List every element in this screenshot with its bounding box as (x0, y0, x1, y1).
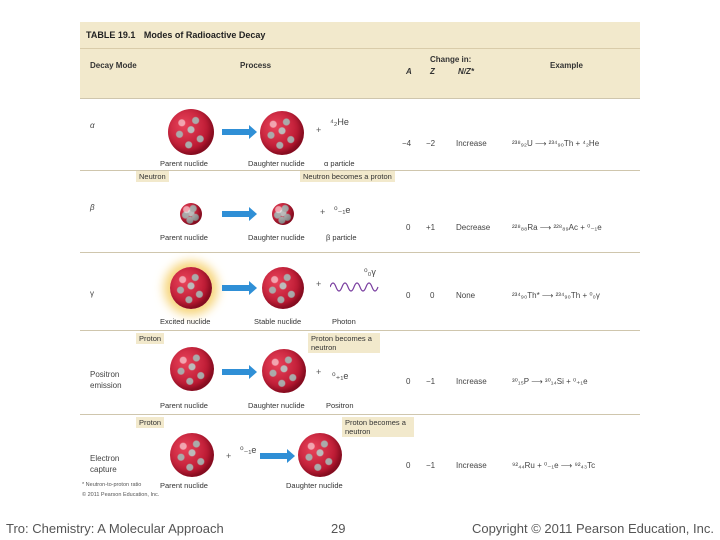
decay-arrow (222, 369, 250, 375)
table-header (80, 48, 640, 99)
table-row: γ + ⁰₀γ Excited nuclide Stable nuclide Photon 0 0 None ²³⁴₉₀Th* ⟶ ²³⁴₉₀Th + ⁰₀γ (80, 252, 640, 331)
change-z: −1 (426, 377, 436, 386)
header-change-in: Change in: (430, 55, 472, 64)
change-z: +1 (426, 223, 436, 232)
label-proton: Proton (136, 417, 164, 428)
header-process: Process (240, 61, 272, 70)
example-equation: ²³⁴₉₀Th* ⟶ ²³⁴₉₀Th + ⁰₀γ (512, 291, 600, 300)
example-equation: ²³⁸₉₂U ⟶ ²³⁴₉₀Th + ⁴₂He (512, 139, 600, 148)
table-row: Electron capture Proton Proton becomes a neutron + ⁰₋₁e Parent nuclide Daughter nuclide 0 −1 Increase ⁹²₄₄Ru + ⁰₋₁e ⟶ ⁹²₄₃Tc (80, 414, 640, 495)
table-row: Positron emission Proton Proton becomes a neutron + ⁰₊₁e Parent nuclide Daughter nuclide Positron 0 −1 Increase ³⁰₁₅P ⟶ ³⁰₁₄Si + ⁰₊₁e (80, 330, 640, 415)
label-proton-becomes-neutron: Proton becomes a neutron (342, 417, 414, 437)
label-neutron: Neutron (136, 171, 169, 182)
change-nz: None (456, 291, 476, 300)
caption-parent: Parent nuclide (160, 233, 208, 242)
caption-particle: β particle (326, 233, 357, 242)
table-copyright: © 2011 Pearson Education, Inc. (82, 492, 160, 498)
table-title: Modes of Radioactive Decay (143, 30, 266, 40)
stable-nucleus (262, 267, 304, 309)
decay-mode-label: Electron capture (90, 454, 120, 474)
example-equation: ⁹²₄₄Ru + ⁰₋₁e ⟶ ⁹²₄₃Tc (512, 461, 596, 470)
header-z: Z (430, 67, 435, 76)
table-row: α + ⁴₂He Parent nuclide Daughter nuclide α particle −4 −2 Increase ²³⁸₉₂U ⟶ ²³⁴₉₀Th + ⁴₂He (80, 98, 640, 171)
header-nz: N/Z* (458, 67, 474, 76)
decay-mode-label: β (90, 203, 95, 212)
parent-nucleus (168, 109, 214, 155)
decay-mode-label: γ (90, 289, 94, 298)
photon-wave-icon (330, 279, 380, 295)
parent-nucleus (170, 347, 214, 391)
change-a: 0 (406, 461, 411, 470)
table-number: TABLE 19.1 (86, 30, 136, 40)
table-title-bar (80, 22, 640, 48)
excited-nucleus (170, 267, 212, 309)
header-example: Example (550, 61, 583, 70)
caption-parent: Parent nuclide (160, 401, 208, 410)
daughter-nucleus (298, 433, 342, 477)
caption-daughter: Daughter nuclide (248, 401, 305, 410)
decay-mode-label: Positron emission (90, 370, 122, 390)
change-nz: Increase (456, 461, 487, 470)
caption-daughter: Daughter nuclide (286, 481, 343, 490)
footer-page-number: 29 (331, 521, 346, 536)
decay-arrow (260, 453, 288, 459)
caption-particle: Photon (332, 317, 356, 326)
label-neutron-becomes-proton: Neutron becomes a proton (300, 171, 395, 182)
daughter-nucleus (260, 111, 304, 155)
example-equation: ²²⁸₈₈Ra ⟶ ²²⁸₈₉Ac + ⁰₋₁e (512, 223, 602, 232)
change-nz: Increase (456, 139, 487, 148)
decay-arrow (222, 285, 250, 291)
decay-table (80, 22, 640, 500)
change-nz: Increase (456, 377, 487, 386)
example-equation: ³⁰₁₅P ⟶ ³⁰₁₄Si + ⁰₊₁e (512, 377, 588, 386)
caption-parent: Parent nuclide (160, 481, 208, 490)
header-a: A (406, 67, 412, 76)
decay-mode-label: α (90, 121, 95, 130)
parent-nucleus (180, 203, 202, 225)
change-a: 0 (406, 223, 411, 232)
change-a: 0 (406, 377, 411, 386)
caption-daughter: Daughter nuclide (248, 159, 305, 168)
parent-nucleus (170, 433, 214, 477)
table-row: β Neutron Neutron becomes a proton + ⁰₋₁e Parent nuclide Daughter nuclide β particle 0 +1 Decrease ²²⁸₈₈Ra ⟶ ²²⁸₈₉Ac + ⁰₋₁e (80, 170, 640, 253)
caption-particle: Positron (326, 401, 354, 410)
change-z: −2 (426, 139, 436, 148)
decay-arrow (222, 129, 250, 135)
change-a: 0 (406, 291, 411, 300)
gamma-symbol: ⁰₀γ (364, 267, 376, 277)
change-z: 0 (430, 291, 435, 300)
alpha-particle-symbol: ⁴₂He (330, 117, 349, 127)
change-z: −1 (426, 461, 436, 470)
table-footnote: * Neutron-to-proton ratio (82, 482, 142, 488)
footer-book-title: Tro: Chemistry: A Molecular Approach (6, 521, 224, 536)
footer-copyright: Copyright © 2011 Pearson Education, Inc. (471, 521, 714, 536)
caption-daughter: Daughter nuclide (248, 233, 305, 242)
beta-particle-symbol: ⁰₋₁e (334, 205, 351, 215)
change-nz: Decrease (456, 223, 491, 232)
daughter-nucleus (262, 349, 306, 393)
caption-parent: Excited nuclide (160, 317, 211, 326)
label-proton: Proton (136, 333, 164, 344)
caption-particle: α particle (324, 159, 355, 168)
electron-symbol: ⁰₋₁e (240, 445, 257, 455)
positron-symbol: ⁰₊₁e (332, 371, 349, 381)
decay-arrow (222, 211, 250, 217)
label-proton-becomes-neutron: Proton becomes a neutron (308, 333, 380, 353)
change-a: −4 (402, 139, 412, 148)
caption-parent: Parent nuclide (160, 159, 208, 168)
header-decay-mode: Decay Mode (90, 61, 137, 70)
daughter-nucleus (272, 203, 294, 225)
caption-daughter: Stable nuclide (254, 317, 302, 326)
